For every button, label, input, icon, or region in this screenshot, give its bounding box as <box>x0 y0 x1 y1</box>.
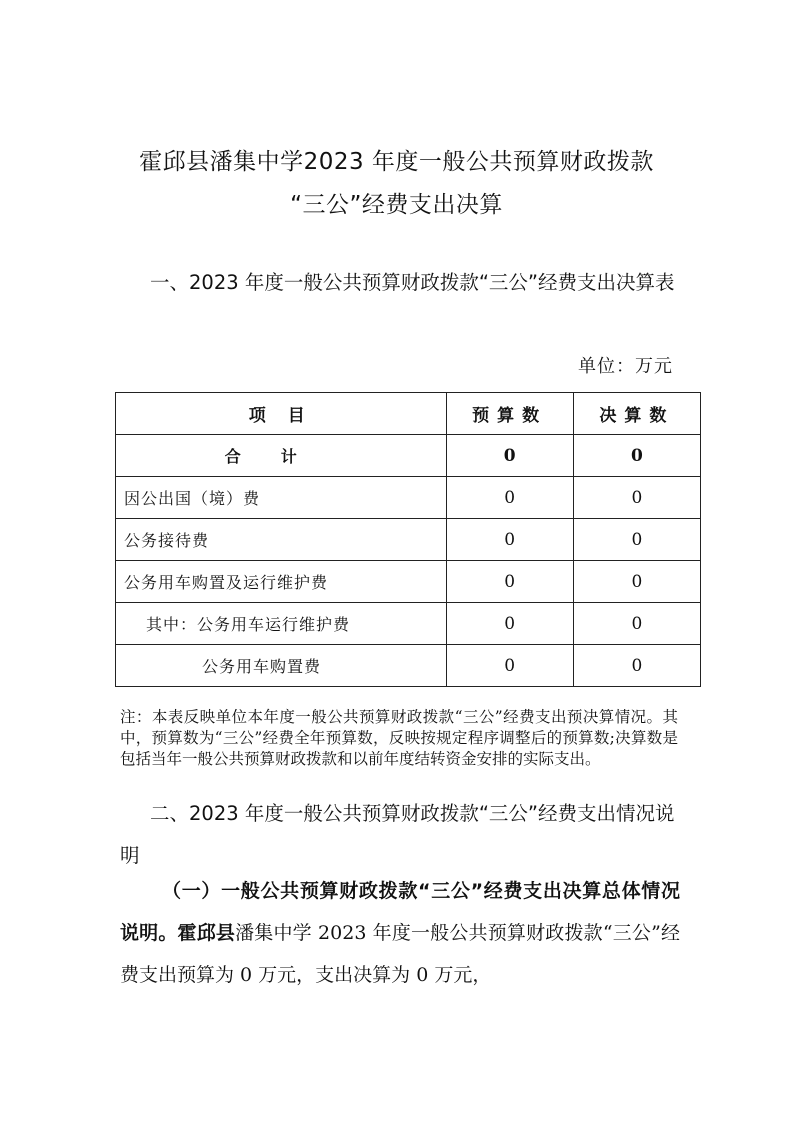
row-item: 其中：公务用车运行维护费 <box>116 603 447 645</box>
summary-paragraph <box>120 870 680 996</box>
table-row <box>116 477 701 519</box>
table-note: 注：本表反映单位本年度一般公共预算财政拨款“三公”经费支出预决算情况。其中，预算数为“三公”经费全年预算数，反映按规定程序调整后的预算数;决算数是包括当年一般公共预算财政拨款和以前年度结转资金安排的实际支出。 <box>120 708 678 768</box>
row-final: 0 <box>573 435 700 477</box>
row-final: 0 <box>573 519 700 561</box>
table-row <box>116 519 701 561</box>
row-budget: 0 <box>446 435 573 477</box>
row-budget: 0 <box>446 519 573 561</box>
document-title-line1: 霍邱县潘集中学2023 年度一般公共预算财政拨款 <box>139 149 654 175</box>
row-budget: 0 <box>446 561 573 603</box>
header-item: 项 目 <box>116 393 447 435</box>
paragraph-body: 潘集中学 2023 年度一般公共预算财政拨款“三公”经费支出预算为 0 万元，支出决算为 0 万元， <box>120 922 680 986</box>
row-final: 0 <box>573 561 700 603</box>
header-final: 决算数 <box>573 393 700 435</box>
paragraph-bold-lead: （一）一般公共预算财政拨款“三公”经费支出决算总体情况说明。霍邱县 <box>120 880 680 944</box>
row-item: 因公出国（境）费 <box>116 477 447 519</box>
row-final: 0 <box>573 645 700 687</box>
row-final: 0 <box>573 477 700 519</box>
row-final: 0 <box>573 603 700 645</box>
section1-heading: 一、2023 年度一般公共预算财政拨款“三公”经费支出决算表 <box>150 271 675 294</box>
row-item: 公务用车购置及运行维护费 <box>116 561 447 603</box>
row-item: 公务接待费 <box>116 519 447 561</box>
unit-label: 单位：万元 <box>578 356 673 377</box>
document-title-line2: “三公”经费支出决算 <box>290 192 503 218</box>
row-budget: 0 <box>446 645 573 687</box>
table-row <box>116 603 701 645</box>
table-row <box>116 435 701 477</box>
table-header-row <box>116 393 701 435</box>
row-item: 公务用车购置费 <box>116 645 447 687</box>
section2-heading: 二、2023 年度一般公共预算财政拨款“三公”经费支出情况说明 <box>120 802 675 867</box>
row-budget: 0 <box>446 477 573 519</box>
table-row <box>116 561 701 603</box>
budget-table <box>115 392 701 687</box>
table-row <box>116 645 701 687</box>
row-budget: 0 <box>446 603 573 645</box>
row-item: 合计 <box>116 435 447 477</box>
header-budget: 预算数 <box>446 393 573 435</box>
